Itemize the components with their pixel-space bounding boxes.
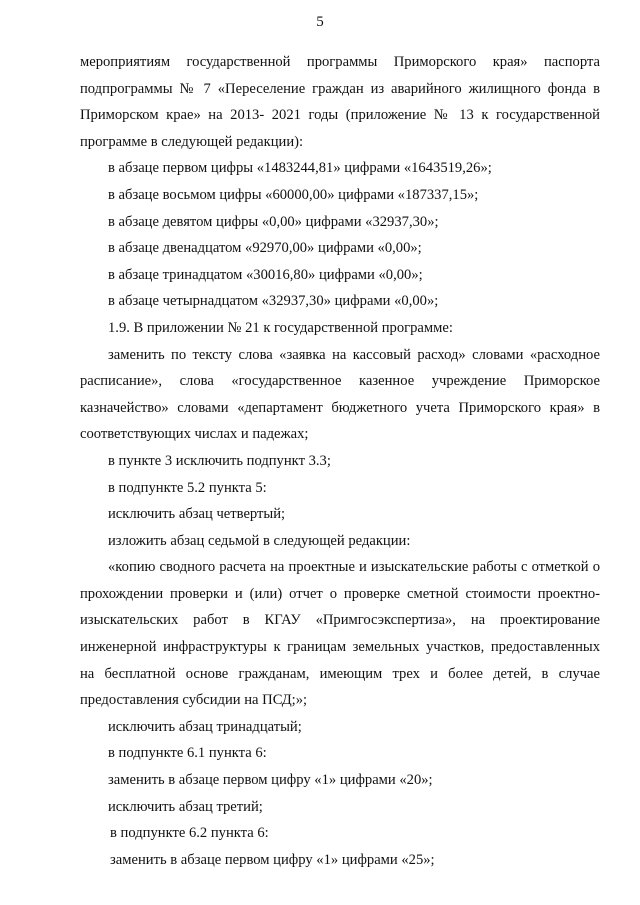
paragraph-section-1-9: 1.9. В приложении № 21 к государственной программе: — [108, 319, 453, 336]
paragraph-subpoint-5-2: в подпункте 5.2 пункта 5: — [108, 479, 267, 496]
paragraph-fourteenth-abzac: в абзаце четырнадцатом «32937,30» цифрами «0,00»; — [108, 293, 439, 310]
paragraph-exclude-fourth: исключить абзац четвертый; — [108, 506, 286, 523]
paragraph-thirteenth-abzac: в абзаце тринадцатом «30016,80» цифрами «0,00»; — [108, 266, 423, 283]
paragraph-seventh-abzac: изложить абзац седьмой в следующей редакции: — [108, 532, 411, 549]
paragraph-subpoint-6-1: в подпункте 6.1 пункта 6: — [108, 745, 267, 762]
document-body — [80, 49, 600, 873]
paragraph-subpoint-6-2: в подпункте 6.2 пункта 6: — [110, 825, 269, 842]
paragraph-exclude-third: исключить абзац третий; — [108, 798, 263, 815]
paragraph-exclude-thirteenth: исключить абзац тринадцатый; — [108, 718, 302, 735]
paragraph-point-3: в пункте 3 исключить подпункт 3.3; — [108, 452, 331, 469]
paragraph-eighth-abzac: в абзаце восьмом цифры «60000,00» цифрами «187337,15»; — [108, 186, 479, 203]
paragraph-first-abzac: в абзаце первом цифры «1483244,81» цифрами «1643519,26»; — [108, 160, 492, 177]
paragraph-program-passport: мероприятиям государственной программы Приморского края» паспорта подпрограммы № 7 «Переселение граждан из аварийного жилищного фонда в Приморском крае» на 2013- 2021 годы (приложение № 13 к государственной программе в следующей редакции): — [80, 54, 600, 150]
paragraph-replace-digit-25: заменить в абзаце первом цифру «1» цифрами «25»; — [110, 851, 435, 868]
paragraph-quoted-copy: «копию сводного расчета на проектные и изыскательские работы с отметкой о прохождении проверки и (или) отчет о проверке сметной стоимости проектно-изыскательских работ в КГАУ «Примгосэкспертиза», на проектирование инженерной инфраструктуры к границам земельных участков, предоставленных на бесплатной основе гражданам, имеющим трех и более детей, в случае предоставления субсидии на ПСД;»; — [80, 559, 600, 709]
paragraph-twelfth-abzac: в абзаце двенадцатом «92970,00» цифрами «0,00»; — [108, 240, 422, 257]
paragraph-ninth-abzac: в абзаце девятом цифры «0,00» цифрами «32937,30»; — [108, 213, 439, 230]
page-number: 5 — [316, 14, 324, 30]
paragraph-replace-words: заменить по тексту слова «заявка на кассовый расход» словами «расходное расписание», слова «государственное казенное учреждение Приморское казначейство» словами «департамент бюджетного учета Приморского края» в соответствующих числах и падежах; — [80, 346, 600, 443]
paragraph-replace-digit-20: заменить в абзаце первом цифру «1» цифрами «20»; — [108, 772, 433, 789]
